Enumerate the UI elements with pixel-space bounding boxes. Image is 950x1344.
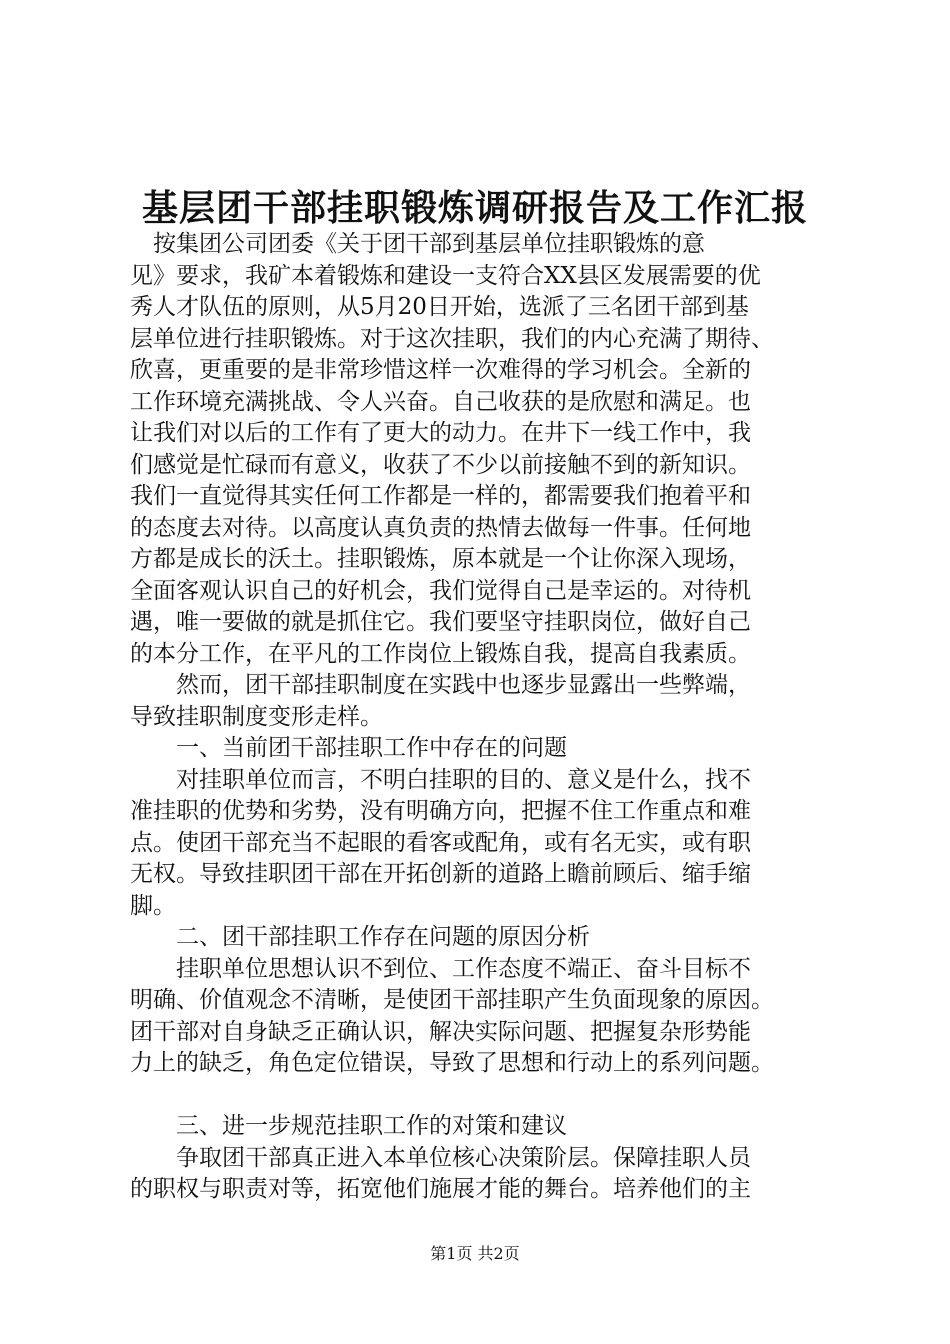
text-line: 无权。导致挂职团干部在开拓创新的道路上瞻前顾后、缩手缩	[130, 861, 751, 887]
text-line: 方都是成长的沃土。挂职锻炼，原本就是一个让你深入现场，	[130, 546, 751, 572]
text-line: 遇，唯一要做的就是抓住它。我们要坚守挂职岗位，做好自己	[130, 609, 751, 635]
text-line: 让我们对以后的工作有了更大的动力。在井下一线工作中，我	[130, 420, 751, 446]
text-line: 准挂职的优势和劣势，没有明确方向，把握不住工作重点和难	[130, 798, 751, 824]
text-line: 我们一直觉得其实任何工作都是一样的，都需要我们抱着平和	[130, 483, 751, 509]
text-line: 挂职单位思想认识不到位、工作态度不端正、奋斗目标不	[130, 955, 751, 982]
text-line: 们感觉是忙碌而有意义，收获了不少以前接触不到的新知识。	[130, 451, 751, 478]
text-line: 欣喜，更重要的是非常珍惜这样一次难得的学习机会。全新的	[130, 357, 751, 383]
blank-line	[130, 1080, 830, 1112]
section-heading: 三、进一步规范挂职工作的对策和建议	[130, 1113, 567, 1139]
document-title: 基层团干部挂职锻炼调研报告及工作汇报	[141, 187, 808, 229]
text-line: 全面客观认识自己的好机会，我们觉得自己是幸运的。对待机	[130, 577, 751, 604]
text-line: 层单位进行挂职锻炼。对于这次挂职，我们的内心充满了期待、	[130, 325, 774, 352]
text-line: 的态度去对待。以高度认真负责的热情去做每一件事。任何地	[130, 514, 751, 541]
text-line: 力上的缺乏，角色定位错误，导致了思想和行动上的系列问题。	[130, 1050, 774, 1076]
text-line: 见》要求，我矿本着锻炼和建设一支符合XX县区发展需要的优	[130, 262, 761, 289]
text-line: 明确、价值观念不清晰，是使团干部挂职产生负面现象的原因。	[130, 987, 774, 1013]
text-line: 按集团公司团委《关于团干部到基层单位挂职锻炼的意	[130, 231, 705, 257]
text-line: 脚。	[130, 892, 176, 919]
text-line: 工作环境充满挑战、令人兴奋。自己收获的是欣慰和满足。也	[130, 388, 751, 415]
text-line: 秀人才队伍的原则，从5月20日开始，选派了三名团干部到基	[130, 294, 749, 320]
text-line: 点。使团干部充当不起眼的看客或配角，或有名无实，或有职	[130, 829, 751, 856]
text-line: 然而，团干部挂职制度在实践中也逐步显露出一些弊端，	[130, 672, 751, 698]
section-heading: 二、团干部挂职工作存在问题的原因分析	[130, 924, 590, 950]
text-line: 的本分工作，在平凡的工作岗位上锻炼自我，提高自我素质。	[130, 640, 751, 667]
text-line: 对挂职单位而言，不明白挂职的目的、意义是什么，找不	[130, 766, 751, 793]
text-line: 导致挂职制度变形走样。	[130, 703, 383, 730]
text-line: 的职权与职责对等，拓宽他们施展才能的舞台。培养他们的主	[130, 1176, 751, 1202]
page-number-footer: 第1页 共2页	[430, 1244, 520, 1263]
text-line: 争取团干部真正进入本单位核心决策阶层。保障挂职人员	[130, 1144, 751, 1171]
section-heading: 一、当前团干部挂职工作中存在的问题	[130, 735, 567, 761]
document-body	[130, 229, 830, 1206]
text-line: 团干部对自身缺乏正确认识，解决实际问题、把握复杂形势能	[130, 1018, 751, 1045]
